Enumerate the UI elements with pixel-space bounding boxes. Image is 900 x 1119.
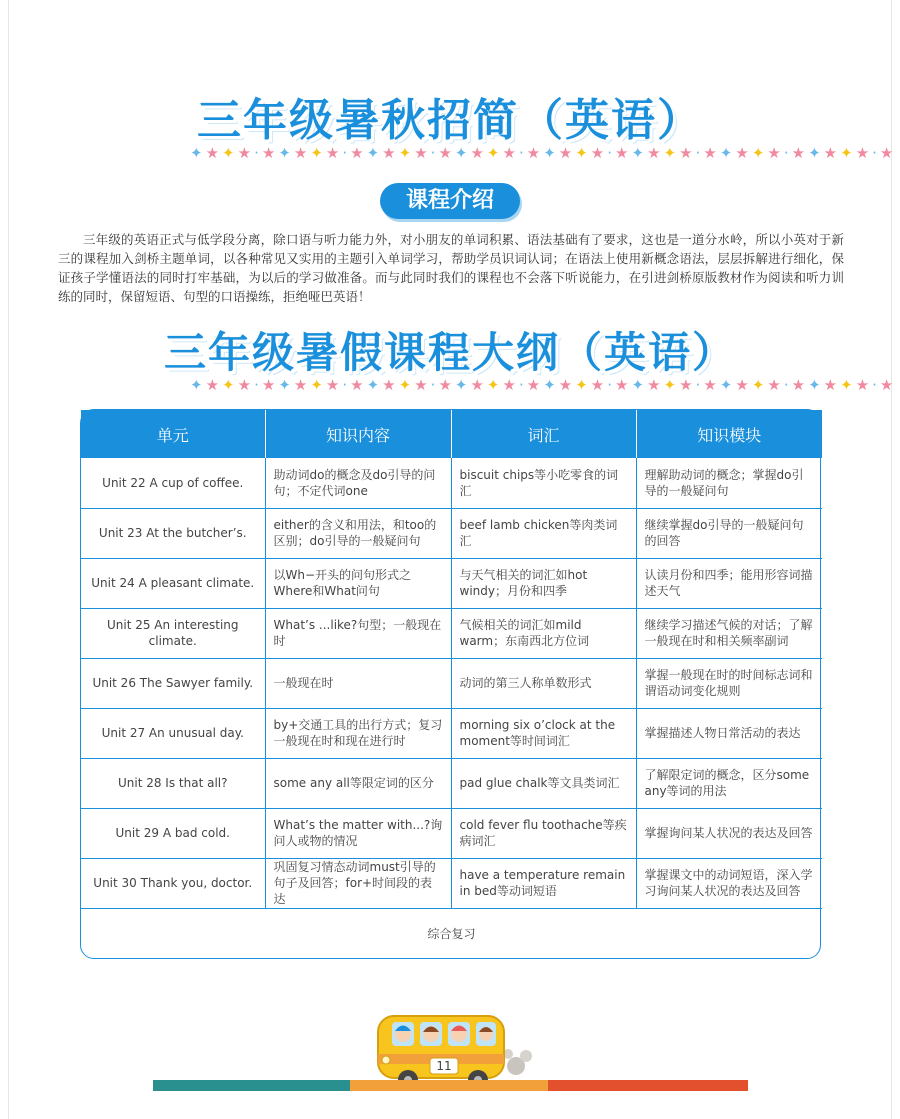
vocab-cell: 动词的第三人称单数形式 bbox=[451, 658, 636, 708]
footer-bar-orange bbox=[350, 1080, 548, 1091]
table-header-row bbox=[81, 410, 822, 458]
table-row bbox=[81, 558, 822, 608]
content-cell: 以Wh−开头的问句形式之Where和What问句 bbox=[265, 558, 451, 608]
header-content: 知识内容 bbox=[265, 410, 451, 458]
module-cell: 理解助动词的概念；掌握do引导的一般疑问句 bbox=[636, 458, 822, 508]
module-cell: 掌握描述人物日常活动的表达 bbox=[636, 708, 822, 758]
vocab-cell: 气候相关的词汇如mild warm；东南西北方位词 bbox=[451, 608, 636, 658]
module-cell: 了解限定词的概念，区分some any等词的用法 bbox=[636, 758, 822, 808]
intro-paragraph: 三年级的英语正式与低学段分离，除口语与听力能力外，对小朋友的单词积累、语法基础有了要求，这也是一道分水岭，所以小英对于新三的课程加入剑桥主题单词，以各种常见又实用的主题引入单词学习，帮助学员识词认词；在语法上使用新概念语法，层层拆解进行细化，保证孩子学懂语法的同时打牢基础，为以后的学习做准备。而与此同时我们的课程也不会落下听说能力，在引进剑桥原版教材作为阅读和听力训练的同时，保留短语、句型的口语操练，拒绝哑巴英语！ bbox=[58, 232, 844, 304]
vocab-cell: beef lamb chicken等肉类词汇 bbox=[451, 508, 636, 558]
content-cell: What’s the matter with...?询问人或物的情况 bbox=[265, 808, 451, 858]
footer-bar-teal bbox=[153, 1080, 350, 1091]
syllabus-table bbox=[80, 409, 821, 959]
footer-bar-red bbox=[548, 1080, 748, 1091]
unit-cell: Unit 30 Thank you, doctor. bbox=[81, 858, 265, 908]
unit-cell: Unit 27 An unusual day. bbox=[81, 708, 265, 758]
vocab-cell: pad glue chalk等文具类词汇 bbox=[451, 758, 636, 808]
module-cell: 继续学习描述气候的对话；了解一般现在时和相关频率副词 bbox=[636, 608, 822, 658]
vocab-cell: biscuit chips等小吃零食的词汇 bbox=[451, 458, 636, 508]
star-divider-icon: ✦★✦★·★✦★✦★·★✦★✦★·★✦★✦★·★✦★✦★·★✦★✦★·★✦★✦★·★✦★✦★·★ bbox=[190, 144, 897, 162]
table-footer-row bbox=[81, 908, 822, 959]
unit-cell: Unit 26 The Sawyer family. bbox=[81, 658, 265, 708]
table-row bbox=[81, 508, 822, 558]
content-cell: by+交通工具的出行方式；复习一般现在时和现在进行时 bbox=[265, 708, 451, 758]
page-number: 11 bbox=[436, 1059, 452, 1073]
vocab-cell: 与天气相关的词汇如hot windy；月份和四季 bbox=[451, 558, 636, 608]
header-vocab: 词汇 bbox=[451, 410, 636, 458]
table-row bbox=[81, 608, 822, 658]
table-row bbox=[81, 858, 822, 908]
unit-cell: Unit 22 A cup of coffee. bbox=[81, 458, 265, 508]
unit-cell: Unit 24 A pleasant climate. bbox=[81, 558, 265, 608]
content-cell: 一般现在时 bbox=[265, 658, 451, 708]
unit-cell: Unit 28 Is that all? bbox=[81, 758, 265, 808]
content-cell: 巩固复习情态动词must引导的句子及回答；for+时间段的表达 bbox=[265, 858, 451, 908]
module-cell: 掌握课文中的动词短语，深入学习询问某人状况的表达及回答 bbox=[636, 858, 822, 908]
syllabus-title: 三年级暑假课程大纲（英语） bbox=[163, 328, 736, 377]
module-cell: 继续掌握do引导的一般疑问句的回答 bbox=[636, 508, 822, 558]
table-row bbox=[81, 658, 822, 708]
table-row bbox=[81, 758, 822, 808]
module-cell: 掌握一般现在时的时间标志词和谓语动词变化规则 bbox=[636, 658, 822, 708]
school-bus-icon bbox=[366, 1004, 536, 1090]
vocab-cell: have a temperature remain in bed等动词短语 bbox=[451, 858, 636, 908]
unit-cell: Unit 23 At the butcher’s. bbox=[81, 508, 265, 558]
vocab-cell: morning six o’clock at the moment等时间词汇 bbox=[451, 708, 636, 758]
module-cell: 认读月份和四季；能用形容词描述天气 bbox=[636, 558, 822, 608]
review-cell: 综合复习 bbox=[427, 926, 476, 941]
unit-cell: Unit 25 An interesting climate. bbox=[81, 608, 265, 658]
content-cell: some any all等限定词的区分 bbox=[265, 758, 451, 808]
table-row bbox=[81, 458, 822, 508]
unit-cell: Unit 29 A bad cold. bbox=[81, 808, 265, 858]
content-cell: 助动词do的概念及do引导的问句；不定代词one bbox=[265, 458, 451, 508]
star-divider-icon: ✦★✦★·★✦★✦★·★✦★✦★·★✦★✦★·★✦★✦★·★✦★✦★·★✦★✦★·★✦★✦★·★ bbox=[190, 376, 897, 394]
header-unit: 单元 bbox=[81, 410, 265, 458]
section-label-badge: 课程介绍 bbox=[380, 183, 520, 219]
content-cell: What’s ...like?句型；一般现在时 bbox=[265, 608, 451, 658]
vocab-cell: cold fever flu toothache等疾病词汇 bbox=[451, 808, 636, 858]
page-title: 三年级暑秋招简（英语） bbox=[197, 95, 703, 146]
content-cell: either的含义和用法，和too的区别；do引导的一般疑问句 bbox=[265, 508, 451, 558]
module-cell: 掌握询问某人状况的表达及回答 bbox=[636, 808, 822, 858]
header-module: 知识模块 bbox=[636, 410, 822, 458]
table-row bbox=[81, 808, 822, 858]
table-row bbox=[81, 708, 822, 758]
